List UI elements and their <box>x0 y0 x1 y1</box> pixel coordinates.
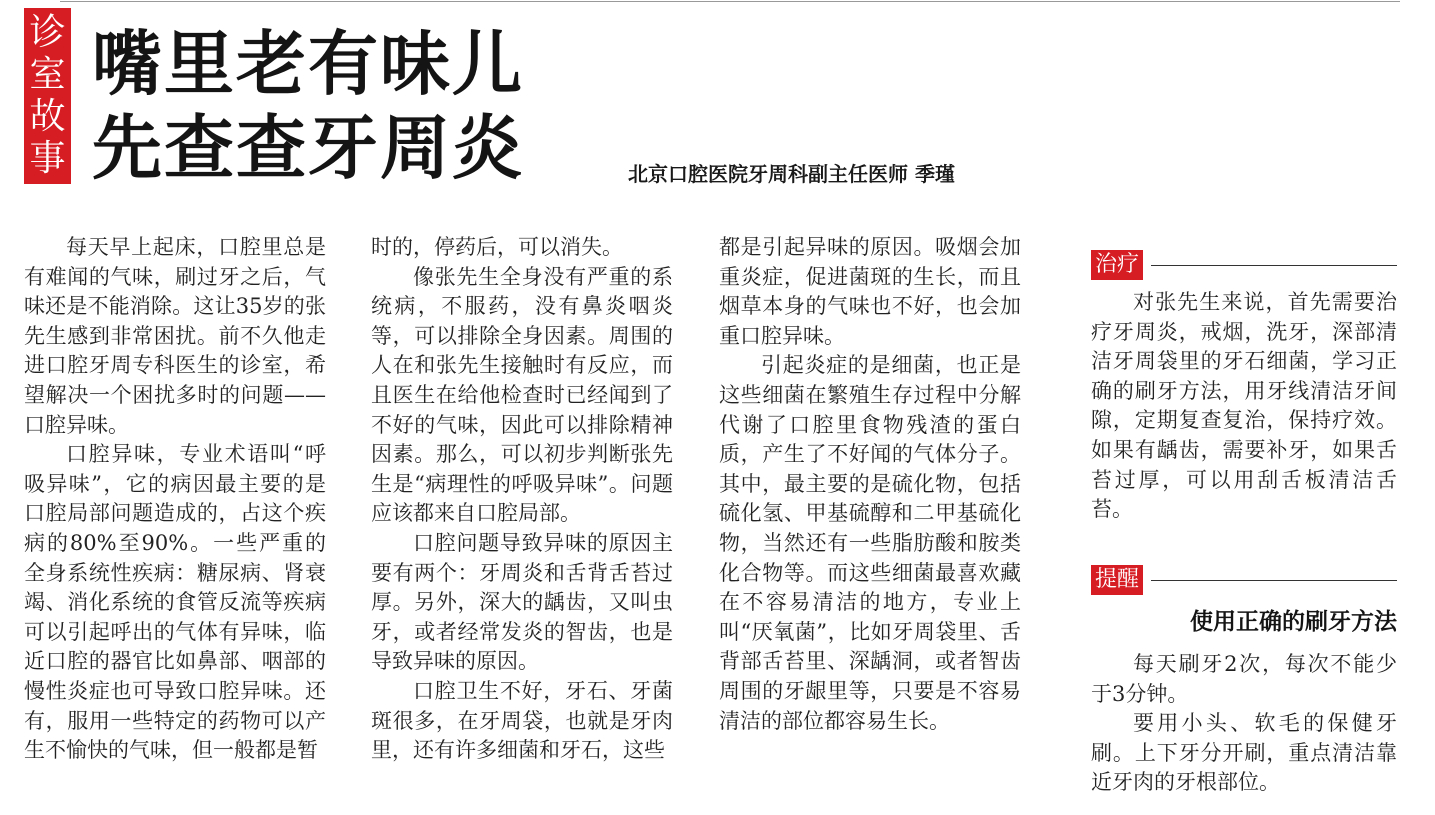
paragraph-continued: 都是引起异味的原因。吸烟会加重炎症，促进菌斑的生长，而且烟草本身的气味也不好，也会加重口腔异味。 <box>719 235 1021 348</box>
paragraph: 口腔问题导致异味的原因主要有两个：牙周炎和舌背舌苔过厚。另外，深大的龋齿，又叫虫牙，或者经常发炎的智齿，也是导致异味的原因。 <box>371 530 673 674</box>
reminder-text-1: 每天刷牙2次，每次不能少于3分钟。 <box>1091 652 1397 706</box>
column-tag-char: 室 <box>29 54 66 95</box>
top-rule <box>60 1 1400 2</box>
treatment-body <box>1091 288 1397 525</box>
reminder-title: 使用正确的刷牙方法 <box>1190 609 1397 635</box>
column-tag-char: 诊 <box>29 12 66 53</box>
section-rule <box>1151 580 1397 581</box>
reminder-section <box>1091 565 1397 798</box>
paragraph: 每天早上起床，口腔里总是有难闻的气味，刷过牙之后，气味还是不能消除。这让35岁的张先生感到非常困扰。前不久他走进口腔牙周专科医生的诊室，希望解决一个困扰多时的问题——口腔异味。 <box>24 235 326 437</box>
section-rule <box>1151 265 1397 266</box>
treatment-text: 对张先生来说，首先需要治疗牙周炎，戒烟，洗牙，深部清洁牙周袋里的牙石细菌，学习正确的刷牙方法，用牙线清洁牙间隙，定期复查复治，保持疗效。如果有龋齿，需要补牙，如果舌苔过厚，可以用刮舌板清洁舌苔。 <box>1091 290 1397 522</box>
paragraph: 口腔卫生不好，牙石、牙菌斑很多，在牙周袋，也就是牙肉里，还有许多细菌和牙石，这些 <box>371 678 673 763</box>
treatment-section <box>1091 250 1397 525</box>
headline-line-1: 嘴里老有味儿 <box>92 23 524 105</box>
column-tag-char: 故 <box>29 96 66 137</box>
article-column-2 <box>371 233 673 766</box>
paragraph: 口腔异味，专业术语叫“呼吸异味”，它的病因最主要的是口腔局部问题造成的，占这个疾病的80%至90%。一些严重的全身系统性疾病：糖尿病、肾衰竭、消化系统的食管反流等疾病可以引起呼出的气体有异味，临近口腔的器官比如鼻部、咽部的慢性炎症也可导致口腔异味。还有，服用一些特定的药物可以产生不愉快的气味，但一般都是暂 <box>24 442 326 763</box>
headline <box>92 22 524 190</box>
article-column-3 <box>719 233 1021 736</box>
headline-line-2: 先查查牙周炎 <box>92 107 524 189</box>
paragraph: 像张先生全身没有严重的系统病，不服药，没有鼻炎咽炎等，可以排除全身因素。周围的人在和张先生接触时有反应，而且医生在给他检查时已经闻到了不好的气味，因此可以排除精神因素。那么，可以初步判断张先生是“病理性的呼吸异味”。问题应该都来自口腔局部。 <box>371 264 673 526</box>
reminder-header <box>1091 565 1397 597</box>
column-tag-char: 事 <box>29 138 66 179</box>
reminder-label: 提醒 <box>1091 565 1143 595</box>
reminder-body <box>1091 650 1397 798</box>
treatment-label: 治疗 <box>1091 250 1143 280</box>
reminder-text-2: 要用小头、软毛的保健牙刷。上下牙分开刷，重点清洁靠近牙肉的牙根部位。 <box>1091 711 1397 795</box>
paragraph: 引起炎症的是细菌，也正是这些细菌在繁殖生存过程中分解代谢了口腔里食物残渣的蛋白质，产生了不好闻的气体分子。其中，最主要的是硫化物，包括硫化氢、甲基硫醇和二甲基硫化物，当然还有一些脂肪酸和胺类化合物等。而这些细菌最喜欢藏在不容易清洁的地方，专业上叫“厌氧菌”，比如牙周袋里、舌背部舌苔里、深龋洞，或者智齿周围的牙龈里等，只要是不容易清洁的部位都容易生长。 <box>719 353 1021 733</box>
paragraph-continued: 时的，停药后，可以消失。 <box>371 235 623 259</box>
treatment-header <box>1091 250 1397 282</box>
article-column-1 <box>24 233 326 766</box>
column-tag <box>24 8 71 184</box>
byline: 北京口腔医院牙周科副主任医师 季瑾 <box>628 162 955 186</box>
